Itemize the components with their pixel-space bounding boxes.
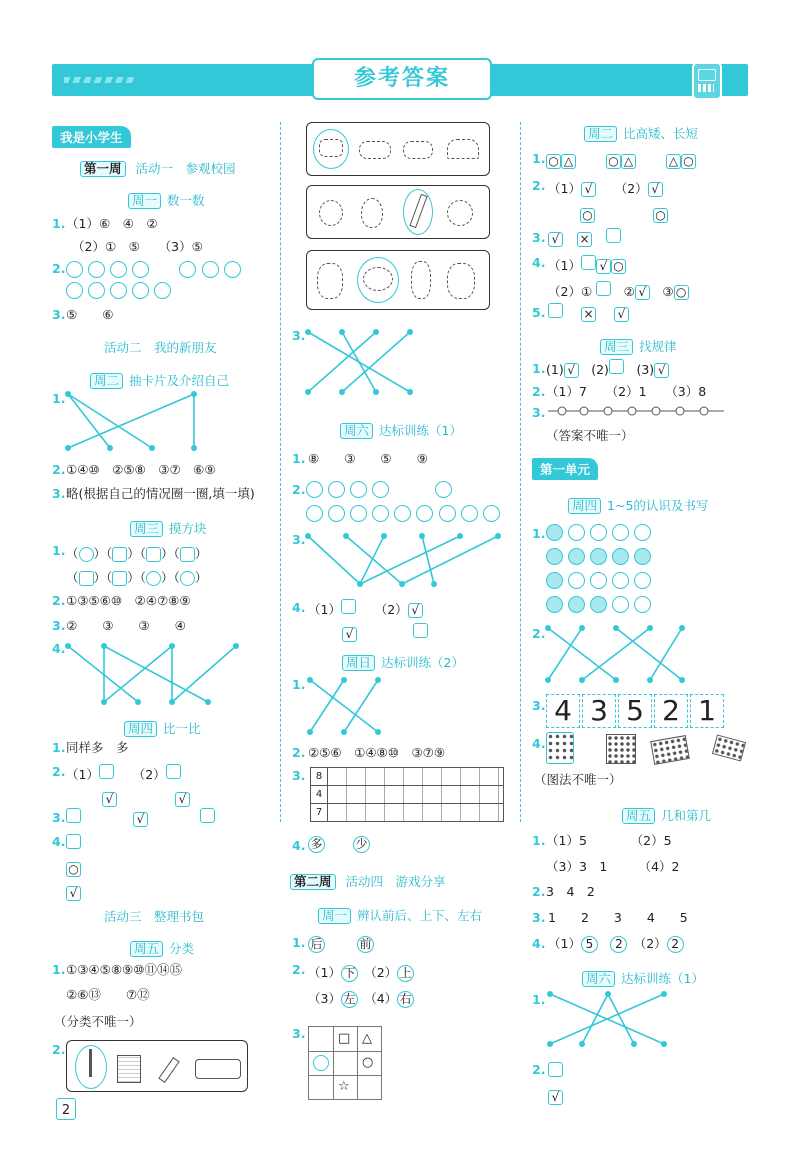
q1-wed3-label: 1. <box>532 361 546 376</box>
apple-icon <box>313 1055 329 1071</box>
activity4-title: 活动四 游戏分享 <box>345 874 446 889</box>
section-wed3-title: 找规律 <box>639 339 677 354</box>
monkey-icon <box>317 263 343 299</box>
q1-sat: ⑧ ③ ⑤ ⑨ <box>308 451 428 466</box>
q2-sat-label: 2. <box>292 482 306 497</box>
page-number-box <box>56 1098 76 1120</box>
activity3-title: 活动三 整理书包 <box>104 909 205 924</box>
q4-sun-answers <box>308 836 370 853</box>
q2-fri3-label: 2. <box>532 884 546 899</box>
q3-thu3-label: 3. <box>532 698 546 713</box>
q2-wed: ①③⑤⑥⑩ ②④⑦⑧⑨ <box>66 593 191 608</box>
q-picture-box-2 <box>306 185 490 239</box>
q3-col2-matching-lines <box>302 326 418 400</box>
q2-mon2-answers: （1） 下 （2） 上 （3） 左 （4） 右 <box>308 960 414 1012</box>
digit-box: 4 <box>546 694 580 728</box>
page-number: 2 <box>61 1103 71 1118</box>
q2-mon-label: 2. <box>52 261 66 276</box>
q4-sun-label: 4. <box>292 838 306 853</box>
q1-mon2-label: 1. <box>292 935 306 950</box>
q1-sat-label: 1. <box>292 451 306 466</box>
q4-wed-label: 4. <box>52 641 66 656</box>
section-wed3-tag: 周三 <box>600 339 633 355</box>
section-mon-title: 数一数 <box>167 193 205 208</box>
q1-sun-matching-lines <box>302 674 388 740</box>
q1-fri3-label: 1. <box>532 833 546 848</box>
q4-thu3-label: 4. <box>532 736 546 751</box>
digit-box: 3 <box>582 694 616 728</box>
pizza-icon <box>447 139 479 159</box>
page-title: 参考答案 <box>353 66 450 91</box>
q2-sat3-label: 2. <box>532 1062 546 1077</box>
q4-tue3-answers: （1） √ ○ （2）① ② √ ③ ○ <box>548 253 689 305</box>
section-thu3-title: 1~5的认识及书写 <box>607 498 709 513</box>
q3-thu-boxes: √ <box>66 808 215 827</box>
section-tue3 <box>584 124 698 142</box>
q1-sun-label: 1. <box>292 677 306 692</box>
q1-mon2-answer-b: 前 <box>357 936 374 953</box>
robot-icon <box>692 62 722 100</box>
pencil-case-icon <box>195 1059 241 1079</box>
section-thu-title: 比一比 <box>163 721 201 736</box>
q1-thu3-circles <box>546 524 651 620</box>
section-sat <box>340 421 462 439</box>
q1-tue-matching-lines <box>60 388 200 454</box>
pear-icon <box>361 198 383 228</box>
q1-wed-label: 1. <box>52 543 66 558</box>
q2-thu-label: 2. <box>52 764 66 779</box>
q1-fri3-b: （3）3 1 （4）2 <box>546 859 680 874</box>
q3-wed3-pattern <box>546 404 726 418</box>
q2-sat-circles <box>306 481 500 529</box>
peach-icon <box>447 200 473 226</box>
circle-shape: ○ <box>362 1055 374 1070</box>
q1-sat3-matching-lines <box>542 988 672 1050</box>
q1-fri-note: （分类不唯一） <box>54 1014 142 1029</box>
q2-sat3-answers: √ <box>548 1060 563 1108</box>
q2-sun: ②⑤⑥ ①④⑧⑩ ③⑦⑨ <box>308 745 446 760</box>
brush-icon <box>89 1049 92 1077</box>
q2-fri-label: 2. <box>52 1042 66 1057</box>
section-tue-title: 抽卡片及介绍自己 <box>129 373 230 388</box>
q-picture-box-1 <box>306 122 490 176</box>
q3-tue-label: 3. <box>52 486 66 501</box>
q1-wed-shapes: （ ）（ ）（ ）（ ） （ ）（ ）（ ）（ ） <box>66 546 208 585</box>
unit1-tag: 第一单元 <box>532 458 598 480</box>
activity2-title: 活动二 我的新朋友 <box>104 340 217 355</box>
dots-picture <box>650 735 690 765</box>
q1-thu-label: 1. <box>52 740 66 755</box>
q2-mon2-answer-4: 右 <box>397 991 414 1008</box>
q2-thu-boxes: （1） （2） √ √ <box>66 763 190 811</box>
header-title-box <box>312 58 492 100</box>
q3-tue3-answers: √ × <box>548 228 621 247</box>
table-row-label: 8 <box>311 768 328 785</box>
q2-wed3: （1）7 （2）1 （3）8 <box>546 384 707 399</box>
q2-mon2-label: 2. <box>292 962 306 977</box>
section-tue <box>90 371 229 389</box>
q4-thu-boxes: ○ √ <box>66 832 81 904</box>
q3-wed3-note: （答案不唯一） <box>546 428 634 443</box>
q2-wed-label: 2. <box>52 593 66 608</box>
q3-mon-label: 3. <box>52 307 66 322</box>
week1-heading <box>80 159 236 177</box>
q1-fri-a: ①③④⑤⑧⑨⑩⑪⑭⑮ <box>66 962 182 977</box>
section-fri3 <box>622 806 711 824</box>
section-sat3 <box>582 969 704 987</box>
table-row-label: 4 <box>311 786 328 803</box>
q-picture-box-3 <box>306 250 490 310</box>
hedgehog-icon <box>363 267 393 291</box>
q1-thu: 同样多 多 <box>66 740 129 755</box>
q4-thu-label: 4. <box>52 834 66 849</box>
q1-fri-label: 1. <box>52 962 66 977</box>
q4-sun-answer-a: 多 <box>308 836 325 853</box>
q1-mon2-answers <box>308 933 374 953</box>
section-thu3 <box>568 496 708 514</box>
q1-mon2-answer-a: 后 <box>308 936 325 953</box>
q3-col2-label: 3. <box>292 328 306 343</box>
q2-mon-circles <box>66 261 266 303</box>
candy-icon <box>403 141 433 159</box>
q1-tue3-label: 1. <box>532 151 546 166</box>
section-sat-tag: 周六 <box>340 423 373 439</box>
q3-mon2-label: 3. <box>292 1026 306 1041</box>
q2-mon2-answer-3: 左 <box>341 991 358 1008</box>
digit-box: 5 <box>618 694 652 728</box>
q4-tue3-label: 4. <box>532 255 546 270</box>
dots-picture <box>606 734 636 764</box>
q1-mon-label: 1. <box>52 216 66 231</box>
dots-picture <box>712 734 746 761</box>
q2-wed3-label: 2. <box>532 384 546 399</box>
q3-thu-label: 3. <box>52 810 66 825</box>
q1-tue-label: 1. <box>52 391 66 406</box>
q3-sun-table <box>310 767 504 822</box>
q4-thu3-pictures <box>546 732 746 768</box>
section-sun <box>342 653 464 671</box>
unit-tag: 我是小学生 <box>52 126 131 148</box>
section-mon2-tag: 周一 <box>318 908 351 924</box>
q2-sun-label: 2. <box>292 745 306 760</box>
q1-fri-b: ②⑥⑬ ⑦⑫ <box>66 987 150 1002</box>
q3-mon2-grid <box>308 1026 382 1100</box>
q2-fri-picture-box <box>66 1040 248 1092</box>
section-fri-tag: 周五 <box>130 941 163 957</box>
q5-tue3-label: 5. <box>532 305 546 320</box>
q3-wed: ② ③ ③ ④ <box>66 618 186 633</box>
q4-wed-matching-lines <box>64 640 244 708</box>
q2-fri3: 3 4 2 <box>546 884 595 899</box>
notebook-icon <box>117 1055 141 1083</box>
section-sat-title: 达标训练（1） <box>379 423 462 438</box>
rabbit-icon <box>411 261 431 299</box>
q1-wed3-answers: (1) √ (2) (3) √ <box>546 359 669 378</box>
section-sun-title: 达标训练（2） <box>381 655 464 670</box>
q3-sun-label: 3. <box>292 768 306 783</box>
section-fri-title: 分类 <box>169 941 195 956</box>
q3-tue: 略(根据自己的情况圈一圈,填一填) <box>66 486 255 501</box>
week2-heading <box>290 872 446 890</box>
section-mon <box>128 191 205 209</box>
q2-tue3-label: 2. <box>532 178 546 193</box>
q3-thu3-digits <box>546 694 724 728</box>
table-row-label: 7 <box>311 804 328 821</box>
header-stripes <box>64 77 134 83</box>
q3-wed-label: 3. <box>52 618 66 633</box>
q1-mon-b: （2）① ⑤ （3）⑤ <box>72 239 203 254</box>
q4-sat-label: 4. <box>292 600 306 615</box>
q3-mon: ⑤ ⑥ <box>66 307 114 322</box>
q3-fri3-label: 3. <box>532 910 546 925</box>
section-thu-tag: 周四 <box>124 721 157 737</box>
section-wed <box>130 519 207 537</box>
section-wed-tag: 周三 <box>130 521 163 537</box>
section-sun-tag: 周日 <box>342 655 375 671</box>
q1-mon-a: （1）⑥ ④ ② <box>66 216 158 231</box>
section-fri3-title: 几和第几 <box>661 808 712 823</box>
section-wed3 <box>600 337 677 355</box>
week2-label: 第二周 <box>290 874 336 890</box>
section-mon2 <box>318 906 482 924</box>
digit-box: 1 <box>690 694 724 728</box>
q3-wed3-label: 3. <box>532 405 546 420</box>
section-fri <box>130 939 194 957</box>
q4-thu3-note: （图法不唯一） <box>534 772 622 787</box>
q2-thu3-matching-lines <box>542 622 688 686</box>
q5-tue3-answers: × √ <box>548 303 629 322</box>
cookies-icon <box>359 141 391 159</box>
section-sat3-tag: 周六 <box>582 971 615 987</box>
q4-sun-answer-b: 少 <box>353 836 370 853</box>
q1-tue3-answers: ○ △ ○ △ △ ○ <box>546 150 696 169</box>
column-divider-right <box>520 122 521 822</box>
q1-thu3-label: 1. <box>532 526 546 541</box>
fox-icon <box>447 263 475 299</box>
section-mon2-title: 辨认前后、上下、左右 <box>357 908 483 923</box>
square-shape: □ <box>338 1031 351 1046</box>
q4-sat-boxes: （1） （2） √ √ <box>308 598 428 646</box>
section-thu3-tag: 周四 <box>568 498 601 514</box>
section-mon-tag: 周一 <box>128 193 161 209</box>
q4-fri3-answers: （1） 5 2 （2） 2 <box>548 934 684 953</box>
section-wed-title: 摸方块 <box>169 521 207 536</box>
q2-mon2-answer-1: 下 <box>341 965 358 982</box>
apple-icon <box>319 200 343 226</box>
q4-fri3-label: 4. <box>532 936 546 951</box>
q3-sat-label: 3. <box>292 532 306 547</box>
star-shape: ☆ <box>338 1079 350 1094</box>
q3-sat-matching-lines <box>302 530 502 590</box>
pen-icon <box>158 1057 179 1083</box>
section-fri3-tag: 周五 <box>622 808 655 824</box>
q2-tue: ①④⑩ ②⑤⑧ ③⑦ ⑥⑨ <box>66 462 216 477</box>
week1-label: 第一周 <box>80 161 126 177</box>
q2-thu3-label: 2. <box>532 626 546 641</box>
section-sat3-title: 达标训练（1） <box>621 971 704 986</box>
digit-box: 2 <box>654 694 688 728</box>
section-thu <box>124 719 201 737</box>
q3-tue3-label: 3. <box>532 230 546 245</box>
q1-sat3-label: 1. <box>532 992 546 1007</box>
column-divider-left <box>280 122 281 822</box>
q2-tue3-answers: （1） √ （2） √ ○ ○ <box>548 176 668 228</box>
q2-tue-label: 2. <box>52 462 66 477</box>
q3-fri3: 1 2 3 4 5 <box>548 910 688 925</box>
q2-mon2-answer-2: 上 <box>397 965 414 982</box>
activity1-title: 活动一 参观校园 <box>135 161 236 176</box>
triangle-shape: △ <box>362 1031 372 1046</box>
q1-fri3-a: （1）5 （2）5 <box>546 833 672 848</box>
section-tue-tag: 周二 <box>90 373 123 389</box>
section-tue3-title: 比高矮、长短 <box>623 126 699 141</box>
dice-picture <box>546 732 574 764</box>
section-tue3-tag: 周二 <box>584 126 617 142</box>
